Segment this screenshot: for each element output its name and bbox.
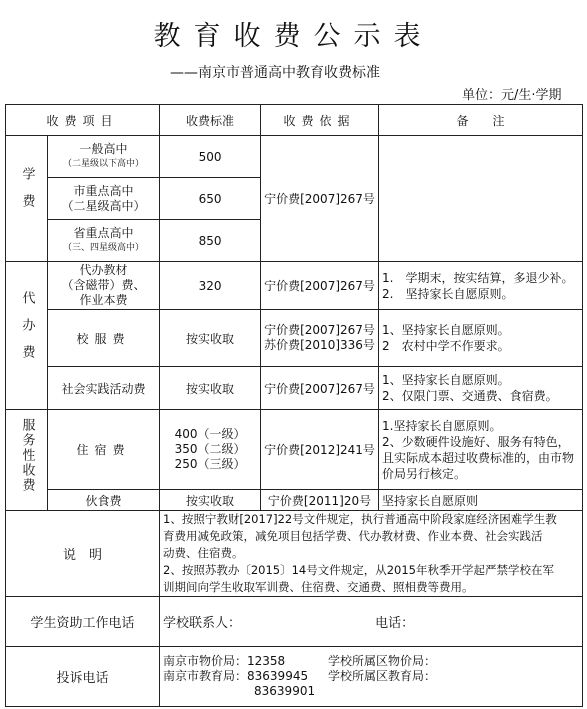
header-remarks: 备 注 — [379, 105, 583, 136]
district-price-bureau: 学校所属区物价局： — [328, 654, 437, 668]
table-row — [6, 310, 583, 367]
category-service — [6, 410, 48, 511]
fee-standard: 400（一级） 350（二级） 250（三级） — [160, 410, 261, 490]
fee-item: 社会实践活动费 — [48, 367, 160, 410]
contact-person-label: 学校联系人： — [163, 616, 242, 631]
aid-phone-row — [6, 597, 583, 647]
category-label: 服务性收费 — [19, 418, 35, 493]
table-row — [6, 262, 583, 310]
fee-standard: 按实收取 — [160, 367, 261, 410]
edu-bureau-phone-2: 83639901 — [254, 684, 316, 698]
fee-basis: 宁价费[2007]267号 — [261, 367, 379, 410]
fee-item: 市重点高中 （二星级高中） — [48, 178, 160, 220]
header-row — [6, 105, 583, 136]
fee-item: 一般高中 （二星级以下高中） — [48, 136, 160, 178]
fee-standard: 500 — [160, 136, 261, 178]
aid-phone-label: 学生资助工作电话 — [6, 597, 160, 647]
fee-remarks: 1. 学期末，按实结算，多退少补。 2. 坚持家长自愿原则。 — [379, 262, 583, 310]
table-row — [6, 410, 583, 490]
page-title: 教育收费公示表 — [153, 21, 434, 52]
aid-phone-content — [160, 597, 583, 647]
fee-basis: 宁价费[2011]20号 — [261, 490, 379, 511]
fee-item: 校服费 — [48, 310, 160, 367]
fee-standard: 按实收取 — [160, 310, 261, 367]
header-basis: 收费依据 — [261, 105, 379, 136]
category-label: 学费 — [19, 167, 35, 221]
explanation-row — [6, 511, 583, 597]
fee-basis: 宁价费[2007]267号 苏价费[2010]336号 — [261, 310, 379, 367]
header-standard: 收费标准 — [160, 105, 261, 136]
fee-remarks: 1、坚持家长自愿原则。 2 农村中学不作要求。 — [379, 310, 583, 367]
fee-remarks: 坚持家长自愿原则 — [379, 490, 583, 511]
fee-basis: 宁价费[2007]267号 — [261, 136, 379, 262]
fee-basis: 宁价费[2007]267号 — [261, 262, 379, 310]
unit-label: 单位：元/生·学期 — [462, 88, 562, 103]
complaint-label: 投诉电话 — [6, 647, 160, 707]
fee-item: 代办教材 （含磁带）费、 作业本费 — [48, 262, 160, 310]
fee-standard: 按实收取 — [160, 490, 261, 511]
fee-item: 住宿费 — [48, 410, 160, 490]
fee-remarks: 1、坚持家长自愿原则。 2、仅限门票、交通费、食宿费。 — [379, 367, 583, 410]
category-label: 代办费 — [19, 290, 35, 372]
phone-label: 电话： — [375, 616, 415, 631]
fee-standard: 650 — [160, 178, 261, 220]
category-agency — [6, 262, 48, 410]
page-subtitle: ——南京市普通高中教育收费标准 — [170, 65, 380, 81]
fee-item: 伙食费 — [48, 490, 160, 511]
table-row — [6, 490, 583, 511]
edu-bureau-phone: 南京市教育局：83639945 — [163, 669, 309, 683]
complaint-row — [6, 647, 583, 707]
fee-standard: 850 — [160, 220, 261, 262]
fee-remarks — [379, 136, 583, 262]
price-bureau-phone: 南京市物价局：12358 — [163, 654, 286, 668]
fee-standard: 320 — [160, 262, 261, 310]
fee-remarks: 1.坚持家长自愿原则。 2、少数硬件设施好、服务有特色， 且实际成本超过收费标准的，由市物 价局另行核定。 — [379, 410, 583, 490]
district-edu-bureau: 学校所属区教育局： — [328, 669, 437, 683]
table-row — [6, 136, 583, 178]
explanation-text: 1、按照宁教财[2017]22号文件规定，执行普通高中阶段家庭经济困难学生教 育费用减免政策，减免项目包括学费、代办教材费、作业本费、社会实践活 动费、住宿费。 2、按照苏教办〔2015〕14号文件规定，从2015年秋季开学起严禁学校在军 训期间向学生收取军训费、住宿费、交通费、照相费等费用。 — [160, 511, 583, 597]
header-item: 收费项目 — [6, 105, 160, 136]
fee-item: 省重点高中 （三、四星级高中） — [48, 220, 160, 262]
fee-basis: 宁价费[2012]241号 — [261, 410, 379, 490]
table-row — [6, 367, 583, 410]
category-tuition — [6, 136, 48, 262]
fee-table — [5, 104, 583, 707]
explanation-label: 说 明 — [6, 511, 160, 597]
complaint-content — [160, 647, 583, 707]
